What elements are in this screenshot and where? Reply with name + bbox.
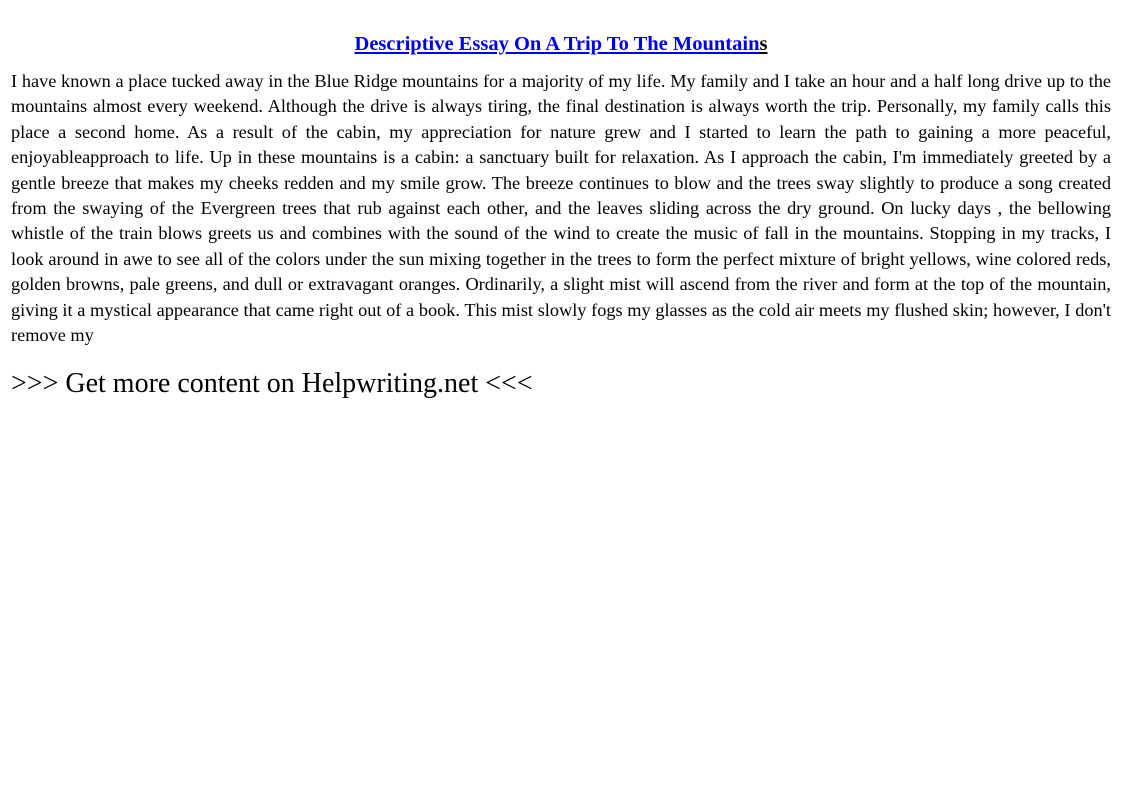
promo-link-text: >>> Get more content on Helpwriting.net <<<: [11, 368, 533, 400]
document-page: [11, 0, 1111, 401]
title-link[interactable]: Descriptive Essay On A Trip To The Mountain: [354, 33, 760, 55]
title-tail: s: [759, 33, 768, 55]
essay-body: I have known a place tucked away in the Blue Ridge mountains for a majority of my life. My family and I take an hour and a half long drive up to the mountains almost every weekend. Although the drive is always tiring, the final destination is always worth the trip. Personally, my family calls this place a second home. As a result of the cabin, my appreciation for nature grew and I started to learn the path to gaining a more peaceful, enjoyableapproach to life. Up in these mountains is a cabin: a sanctuary built for relaxation. As I approach the cabin, I'm immediately greeted by a gentle breeze that makes my cheeks redden and my smile grow. The breeze continues to blow and the trees sway slightly to produce a song created from the swaying of the Evergreen trees that rub against each other, and the leaves sliding across the dry ground. On lucky days , the bellowing whistle of the train blows greets us and combines with the sound of the wind to create the music of fall in the mountains. Stopping in my tracks, I look around in awe to see all of the colors under the sun mixing together in the trees to form the perfect mixture of bright yellows, wine colored reds, golden browns, pale greens, and dull or extravagant oranges. Ordinarily, a slight mist will ascend from the river and form at the top of the mountain, giving it a mystical appearance that came right out of a book. This mist slowly fogs my glasses as the cold air meets my flushed skin; however, I don't remove my: [11, 71, 1111, 346]
page-title: [11, 31, 1111, 57]
